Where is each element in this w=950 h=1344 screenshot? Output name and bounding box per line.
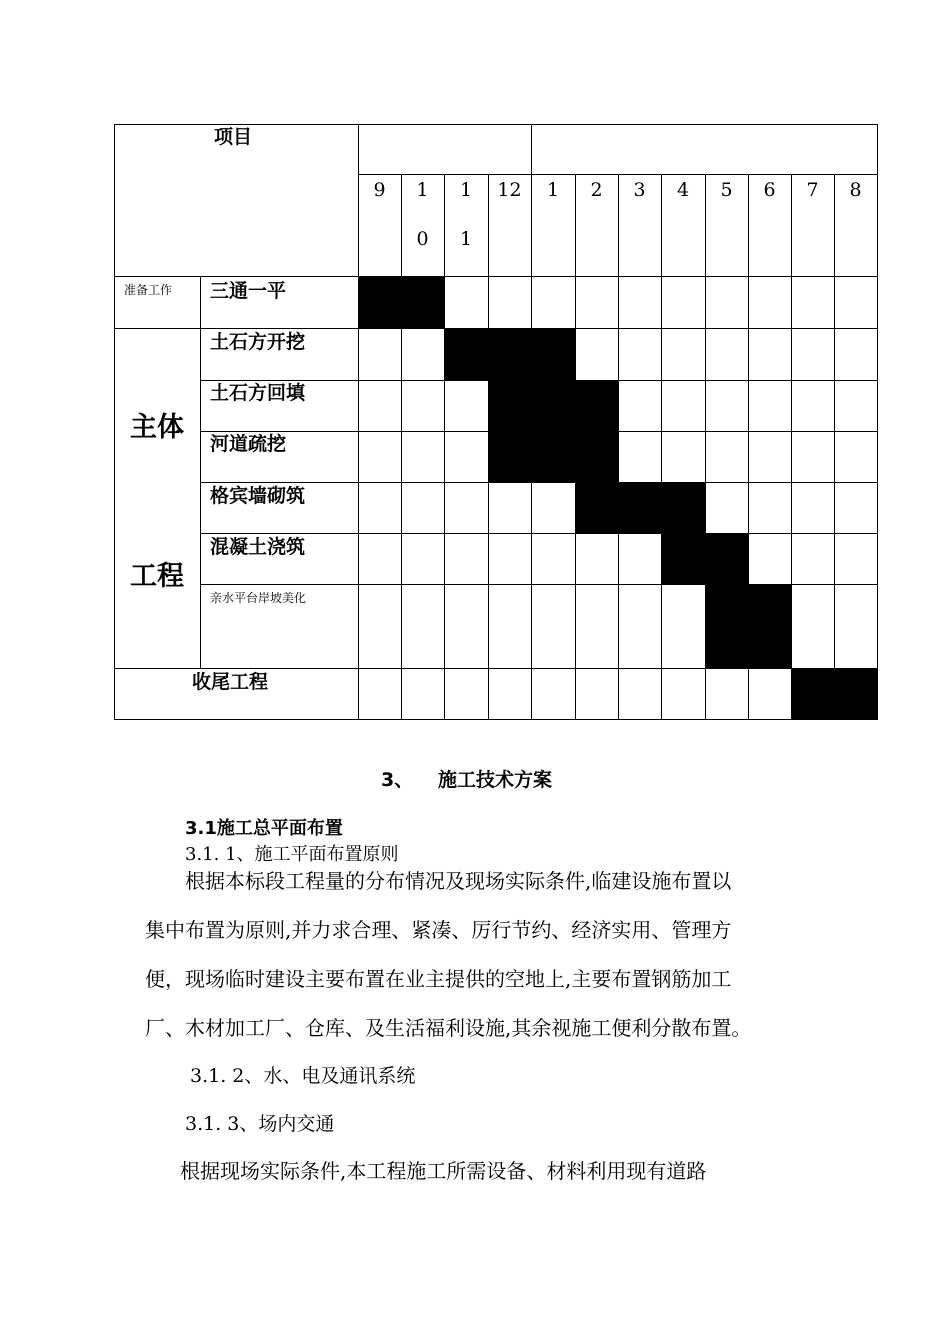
paragraph-line: 根据本标段工程量的分布情况及现场实际条件,临建设施布置以: [185, 869, 732, 893]
paragraph-line: 便，现场临时建设主要布置在业主提供的空地上,主要布置钢筋加工: [145, 967, 732, 991]
month-label: 9: [373, 179, 386, 201]
month-label: 7: [806, 179, 819, 201]
sub-heading: 3.1施工总平面布置: [185, 818, 343, 839]
group-label-prep: 准备工作: [124, 283, 173, 297]
month-label: 1: [546, 179, 560, 201]
month-label: 8: [849, 179, 862, 201]
item-3-1-3: 3.1. 3、场内交通: [185, 1113, 335, 1135]
month-label: 1: [459, 179, 473, 201]
month-label: 3: [633, 179, 646, 201]
month-label-second-digit: 0: [416, 228, 429, 250]
month-label: 4: [676, 179, 690, 201]
gantt-bar-excavation: [444, 328, 575, 380]
task-name: 河道疏挖: [210, 433, 287, 455]
task-name: 收尾工程: [192, 671, 269, 693]
paragraph-line: 集中布置为原则,并力求合理、紧凑、厉行节约、经济实用、管理方: [145, 918, 732, 942]
month-label: 2: [590, 179, 603, 201]
header-label: 项目: [214, 126, 253, 148]
month-label: 1: [416, 179, 429, 201]
gantt-bar-backfill: [488, 380, 618, 432]
item-3-1-2: 3.1. 2、水、电及通讯系统: [190, 1065, 416, 1087]
group-label-main-line2: 工程: [130, 561, 184, 592]
task-name: 土石方开挖: [210, 331, 306, 353]
gantt-bar-gabion-wall: [575, 482, 705, 534]
month-label: 6: [763, 179, 776, 201]
task-name: 混凝土浇筑: [210, 536, 306, 558]
task-name: 土石方回填: [210, 382, 306, 404]
item-3-1-1: 3.1. 1、施工平面布置原则: [185, 844, 399, 865]
paragraph-line: 根据现场实际条件,本工程施工所需设备、材料利用现有道路: [180, 1159, 707, 1183]
month-label: 12: [497, 179, 522, 201]
task-name: 格宾墙砌筑: [210, 485, 306, 507]
section-title: 施工技术方案: [438, 769, 553, 791]
month-label: 5: [720, 179, 733, 201]
month-label-second-digit: 1: [459, 228, 473, 250]
task-name: 三通一平: [210, 280, 287, 302]
gantt-bar-dredging: [488, 431, 618, 483]
group-label-main: 主体: [130, 412, 184, 443]
section-number: 3、: [381, 769, 414, 791]
task-name: 亲水平台岸坡美化: [210, 591, 307, 605]
paragraph-line: 厂、木材加工厂、仓库、及生活福利设施,其余视施工便利分散布置。: [145, 1016, 752, 1040]
